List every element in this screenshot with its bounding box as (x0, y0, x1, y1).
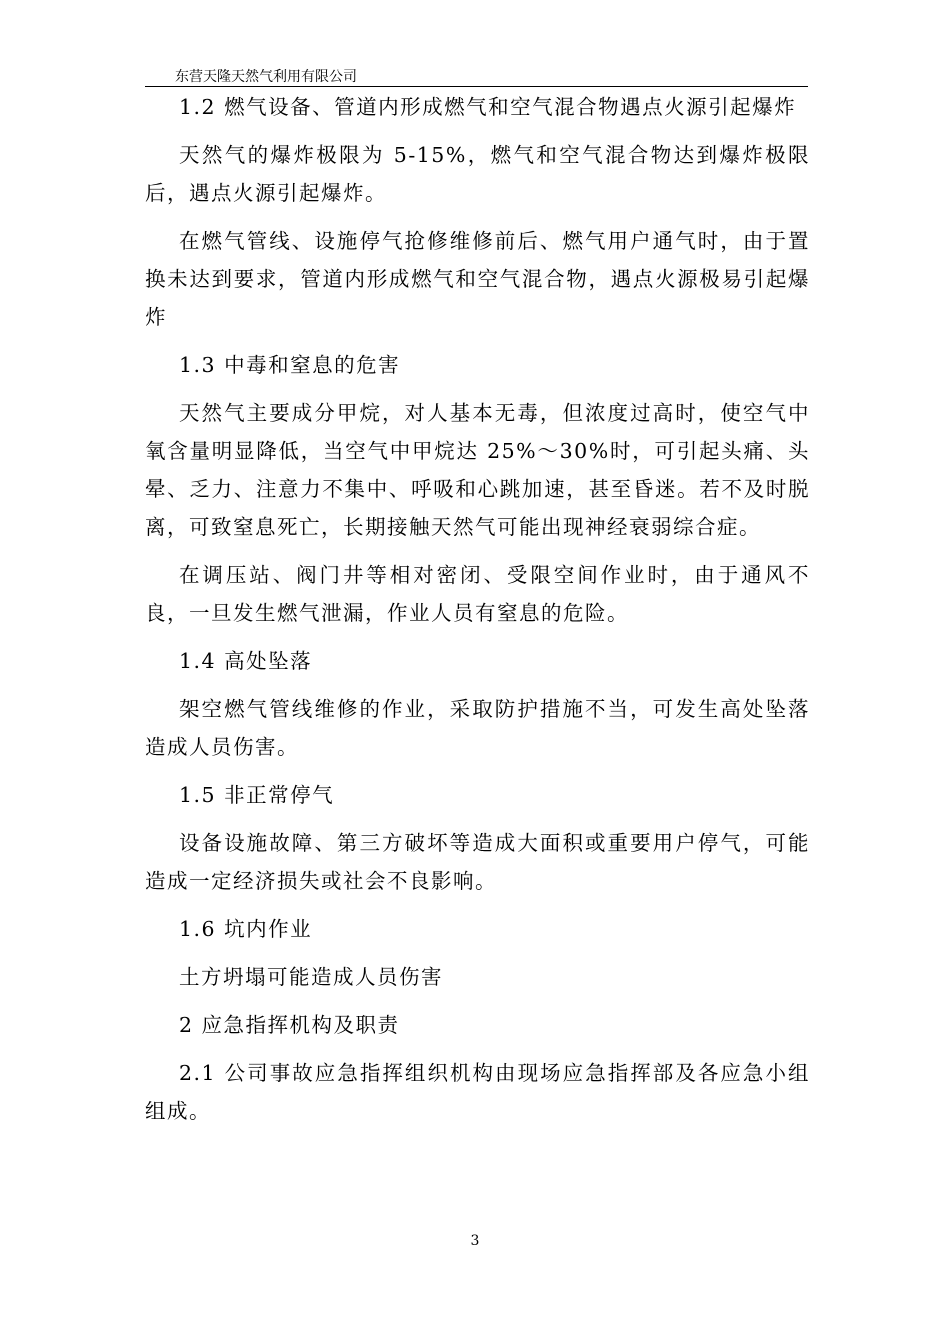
paragraph-command-structure: 2.1 公司事故应急指挥组织机构由现场应急指挥部及各应急小组组成。 (145, 1061, 810, 1123)
header-company-name: 东营天隆天然气利用有限公司 (175, 69, 357, 85)
paragraph-fall-risk: 架空燃气管线维修的作业，采取防护措施不当，可发生高处坠落造成人员伤害。 (145, 697, 810, 759)
page-number: 3 (470, 1233, 480, 1249)
section-heading-1-2: 1.2 燃气设备、管道内形成燃气和空气混合物遇点火源引起爆炸 (179, 95, 797, 119)
paragraph-methane-toxicity: 天然气主要成分甲烷，对人基本无毒，但浓度过高时，使空气中氧含量明显降低，当空气中甲烷达 25%～30%时，可引起头痛、头晕、乏力、注意力不集中、呼吸和心跳加速，甚至昏迷。若不及时脱离，可致窒息死亡，长期接触天然气可能出现神经衰弱综合症。 (145, 401, 810, 539)
section-heading-1-6: 1.6 坑内作业 (179, 917, 313, 941)
document-body (145, 88, 810, 1140)
paragraph-explosion-limit: 天然气的爆炸极限为 5-15%，燃气和空气混合物达到爆炸极限后，遇点火源引起爆炸。 (145, 143, 810, 205)
paragraph-pipeline-maintenance: 在燃气管线、设施停气抢修维修前后、燃气用户通气时，由于置换未达到要求，管道内形成燃气和空气混合物，遇点火源极易引起爆炸 (145, 229, 810, 329)
header-divider (145, 86, 808, 87)
section-heading-2: 2 应急指挥机构及职责 (179, 1013, 400, 1037)
section-heading-1-3: 1.3 中毒和窒息的危害 (179, 353, 401, 377)
paragraph-confined-space: 在调压站、阀门井等相对密闭、受限空间作业时，由于通风不良，一旦发生燃气泄漏，作业人员有窒息的危险。 (145, 563, 810, 625)
paragraph-trench-collapse: 土方坍塌可能造成人员伤害 (179, 965, 443, 989)
section-heading-1-4: 1.4 高处坠落 (179, 649, 313, 673)
paragraph-gas-outage: 设备设施故障、第三方破坏等造成大面积或重要用户停气，可能造成一定经济损失或社会不良影响。 (145, 831, 810, 893)
section-heading-1-5: 1.5 非正常停气 (179, 783, 335, 807)
